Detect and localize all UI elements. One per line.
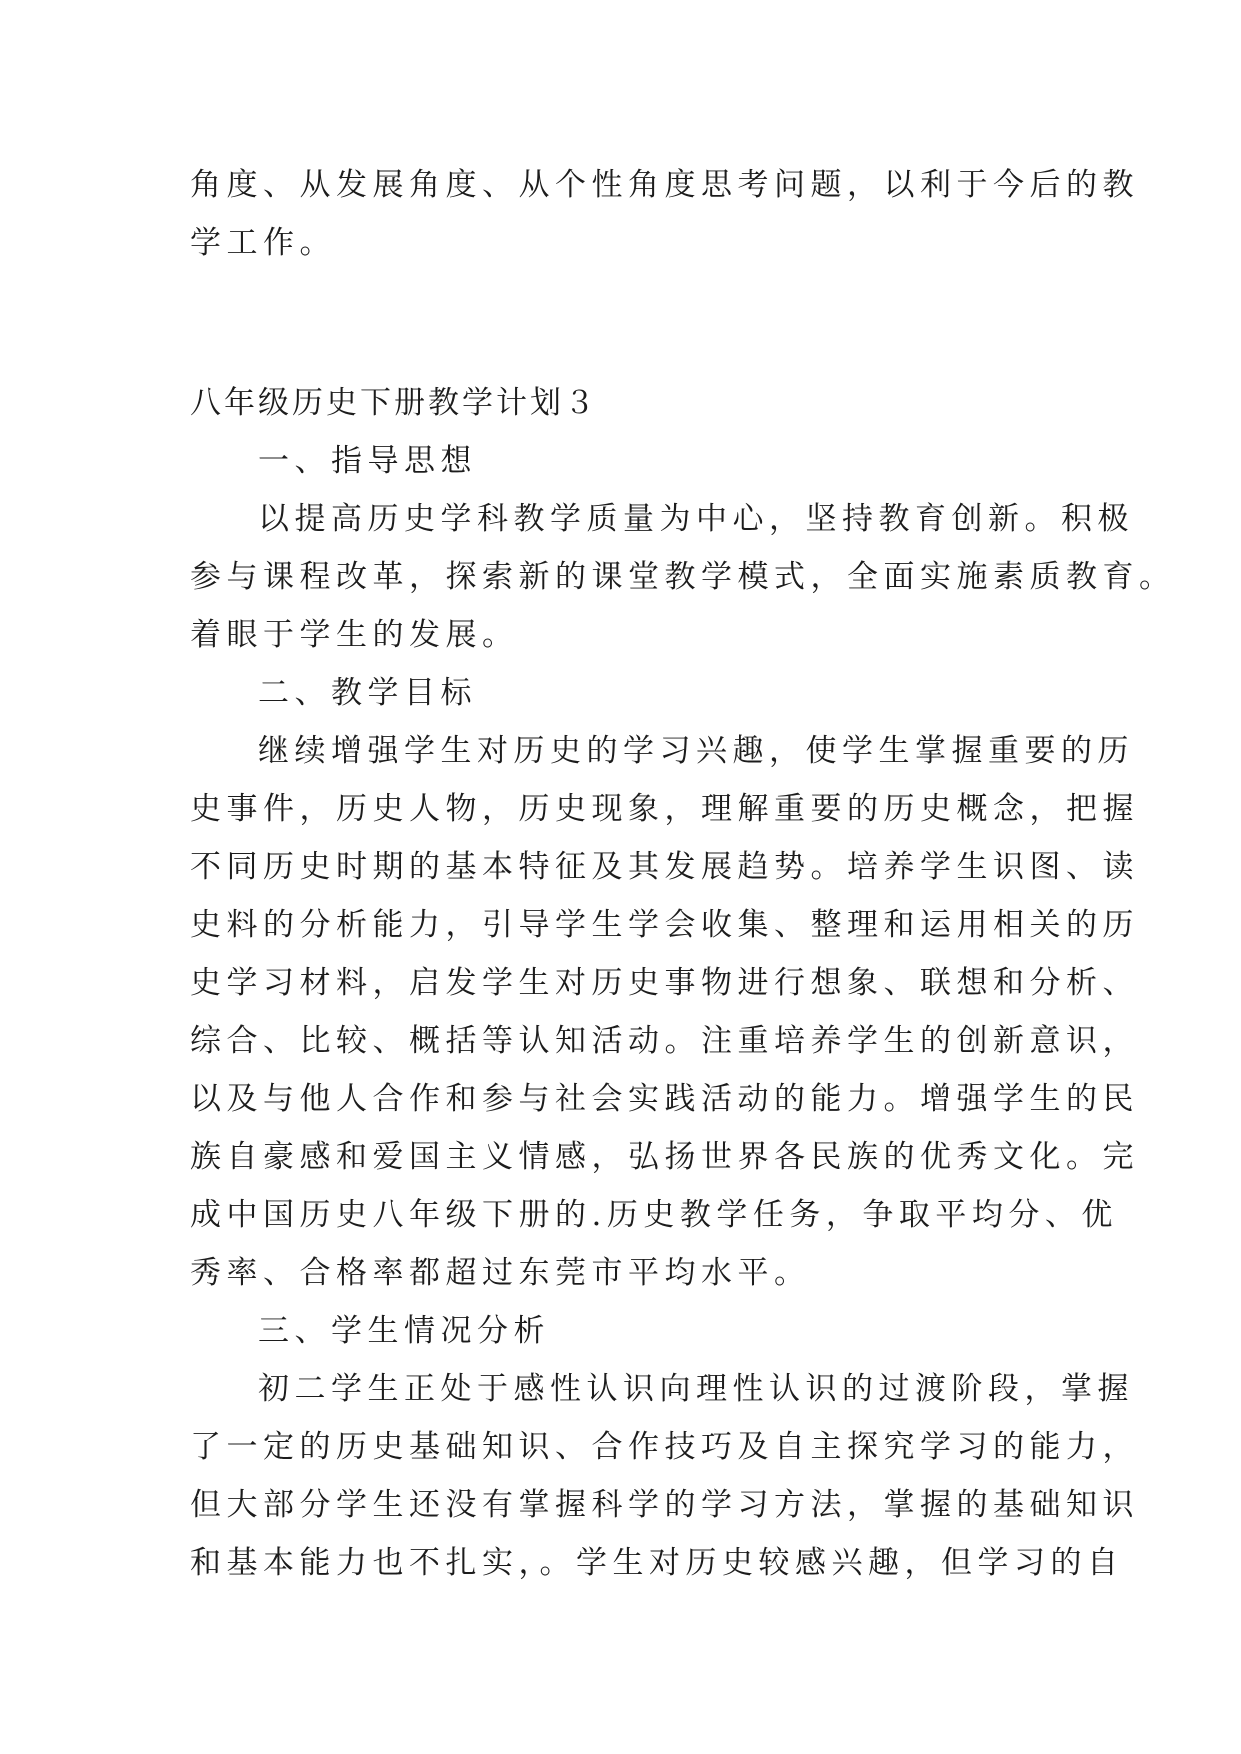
paragraph-line: 综合、比较、概括等认知活动。注重培养学生的创新意识， — [190, 1023, 1139, 1059]
paragraph-line: 不同历史时期的基本特征及其发展趋势。培养学生识图、读 — [190, 849, 1139, 885]
paragraph-line: 秀率、合格率都超过东莞市平均水平。 — [190, 1255, 811, 1291]
paragraph-line: 史事件，历史人物，历史现象，理解重要的历史概念，把握 — [190, 791, 1139, 827]
paragraph-line: 族自豪感和爱国主义情感，弘扬世界各民族的优秀文化。完 — [190, 1139, 1139, 1175]
paragraph-line: 史料的分析能力，引导学生学会收集、整理和运用相关的历 — [190, 907, 1139, 943]
paragraph-line: 角度、从发展角度、从个性角度思考问题，以利于今后的教 — [190, 167, 1139, 203]
paragraph-line: 着眼于学生的发展。 — [190, 617, 519, 653]
paragraph-gap — [190, 272, 1050, 374]
heading-teaching-goals: 二、教学目标 — [258, 675, 477, 711]
paragraph-line: 但大部分学生还没有掌握科学的学习方法，掌握的基础知识 — [190, 1487, 1139, 1523]
paragraph-line: 了一定的历史基础知识、合作技巧及自主探究学习的能力， — [190, 1429, 1139, 1465]
paragraph-line: 初二学生正处于感性认识向理性认识的过渡阶段，掌握 — [258, 1371, 1134, 1407]
paragraph-line: 以提高历史学科教学质量为中心，坚持教育创新。积极 — [258, 501, 1134, 537]
paragraph-line: 史学习材料，启发学生对历史事物进行想象、联想和分析、 — [190, 965, 1139, 1001]
paragraph-line: 参与课程改革，探索新的课堂教学模式，全面实施素质教育。 — [190, 559, 1176, 595]
paragraph-line: 和基本能力也不扎实，。学生对历史较感兴趣，但学习的自 — [190, 1545, 1124, 1581]
paragraph-line: 以及与他人合作和参与社会实践活动的能力。增强学生的民 — [190, 1081, 1139, 1117]
teaching-goals-paragraph — [190, 722, 1139, 1302]
student-analysis-paragraph — [190, 1360, 1139, 1592]
section-title: 八年级历史下册教学计划３ — [190, 385, 598, 421]
paragraph-line: 成中国历史八年级下册的.历史教学任务，争取平均分、优 — [190, 1197, 1118, 1233]
heading-student-analysis: 三、学生情况分析 — [258, 1313, 550, 1349]
heading-guiding-ideology: 一、指导思想 — [258, 443, 477, 479]
guiding-ideology-paragraph — [190, 490, 1176, 664]
paragraph-line: 学工作。 — [190, 225, 336, 261]
paragraph-line: 继续增强学生对历史的学习兴趣，使学生掌握重要的历 — [258, 733, 1134, 769]
document-body — [190, 156, 1176, 1592]
continued-paragraph — [190, 156, 1139, 272]
